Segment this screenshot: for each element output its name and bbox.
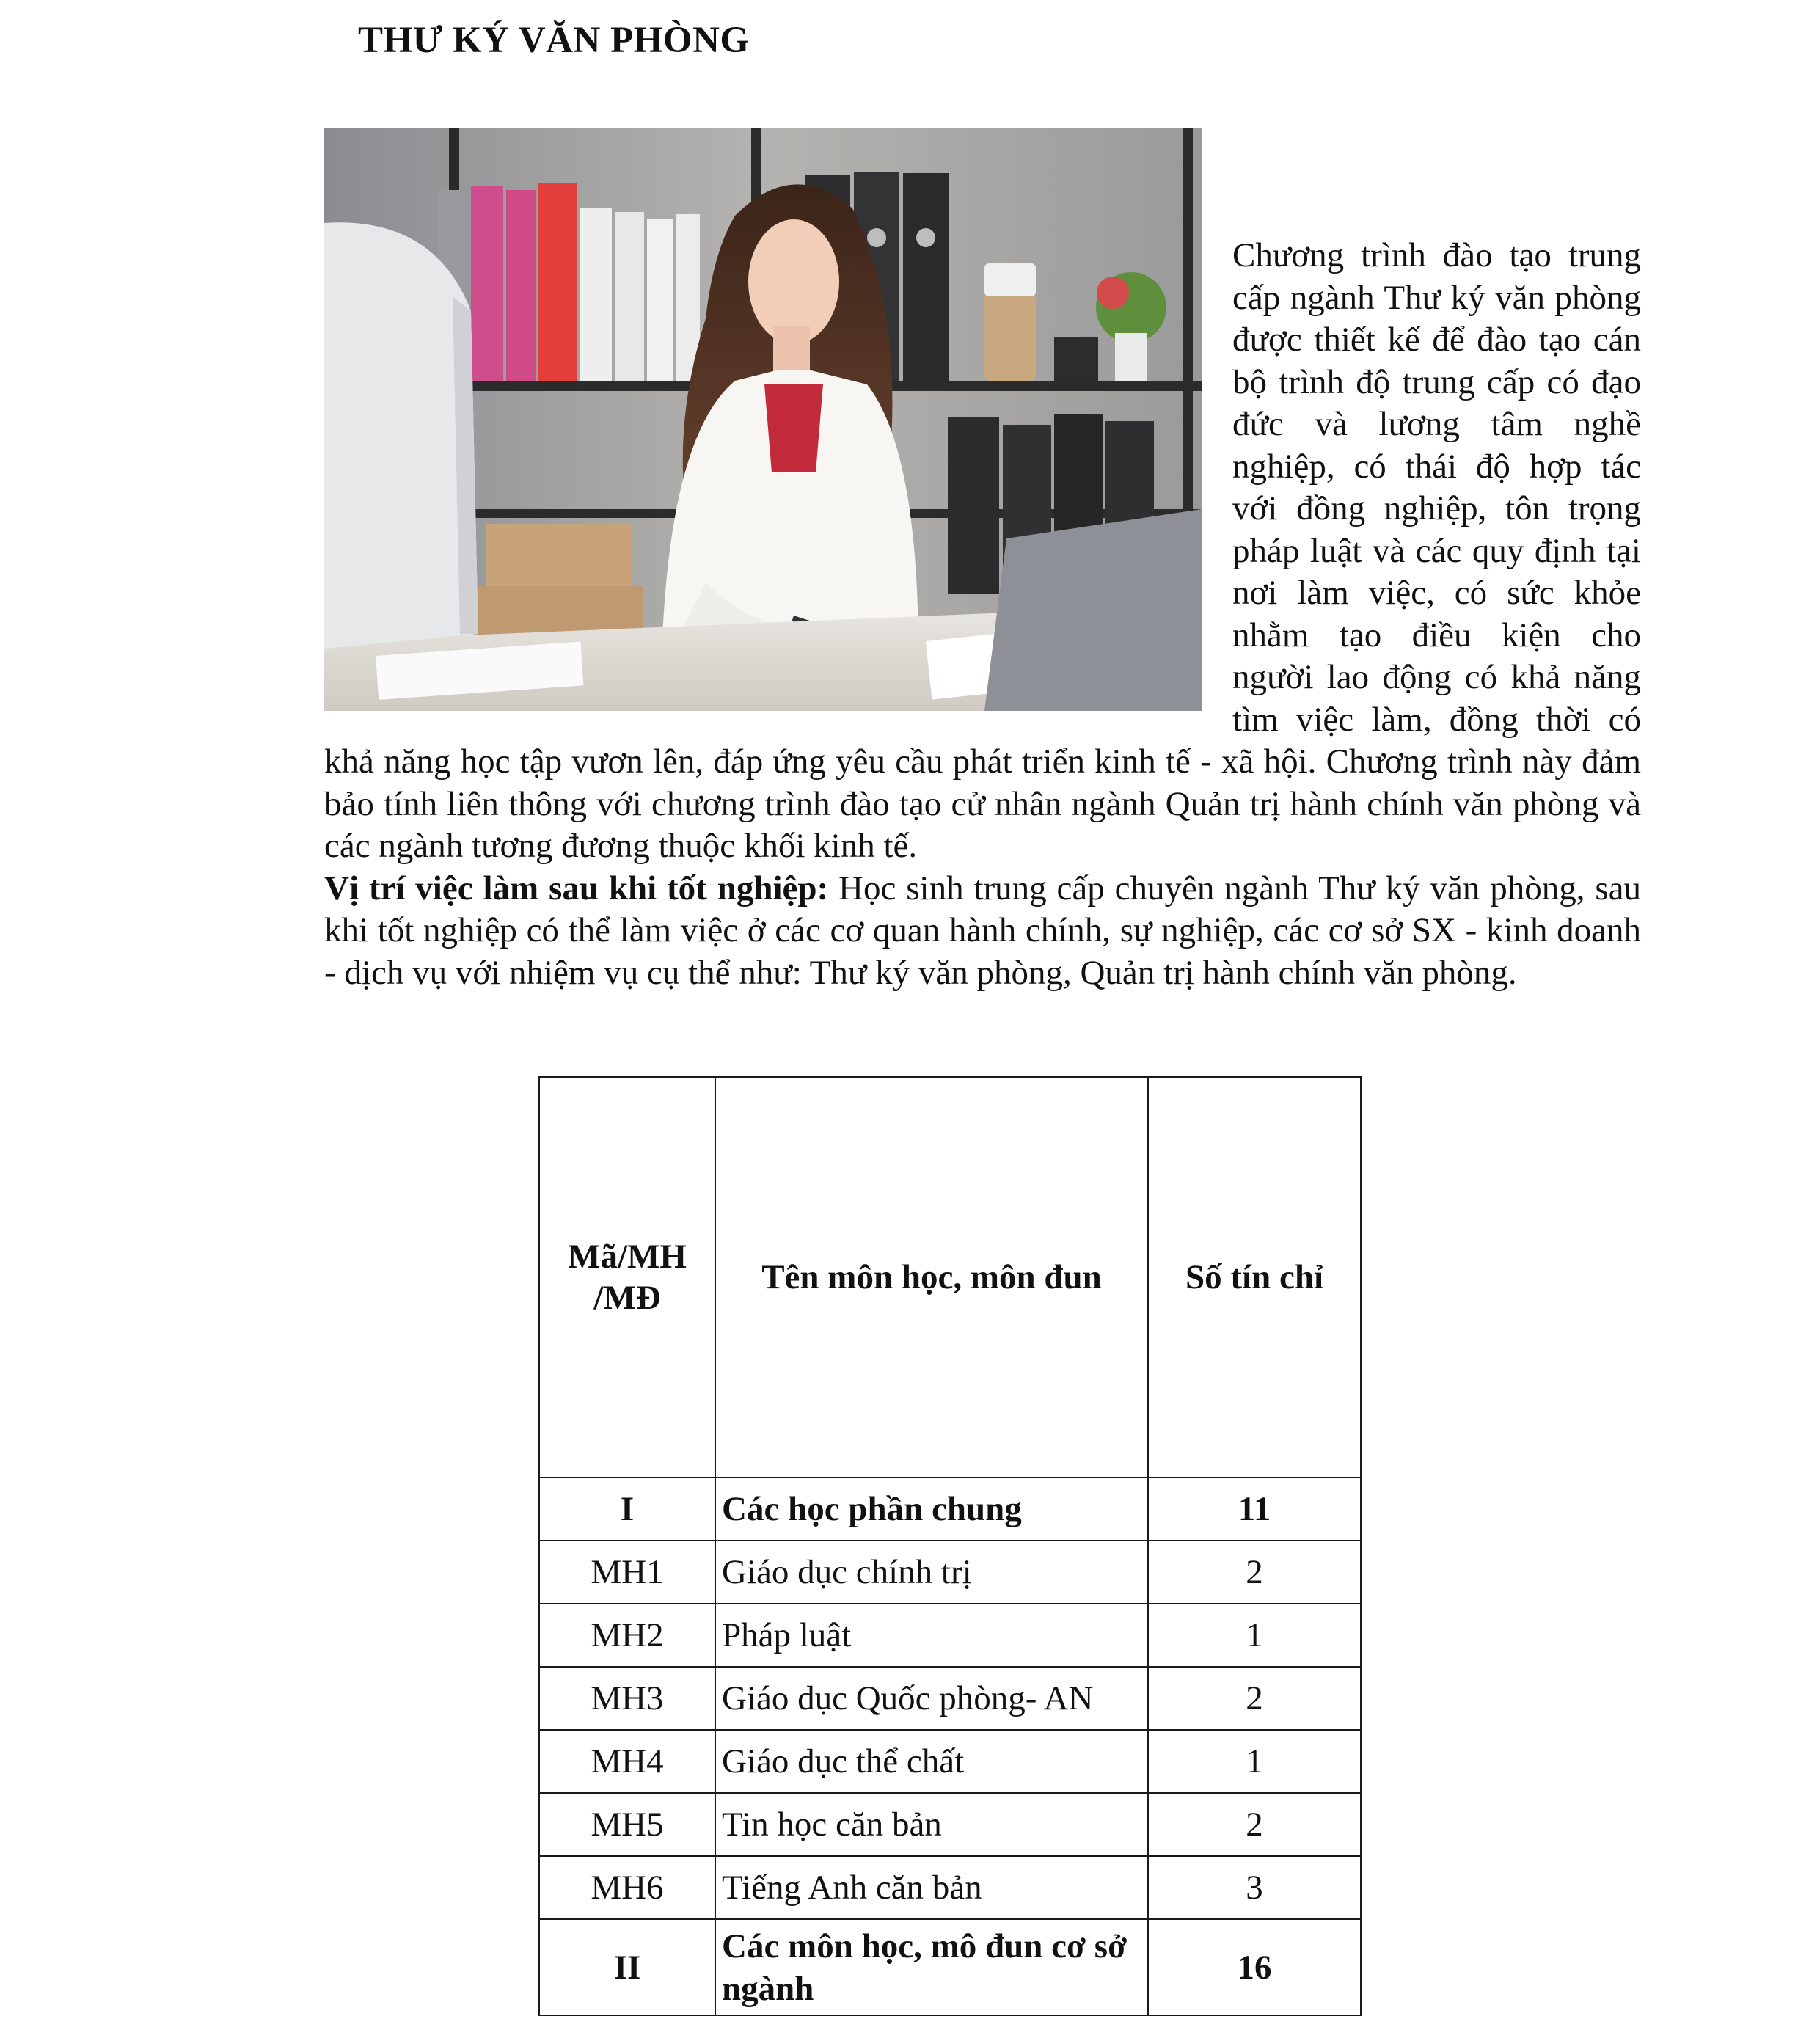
row-code: MH3 [539, 1667, 715, 1730]
row-credits: 11 [1148, 1478, 1361, 1541]
row-credits: 16 [1148, 1919, 1361, 2015]
row-name: Các môn học, mô đun cơ sở ngành [715, 1919, 1148, 2015]
table-row [539, 1730, 1361, 1793]
table-row [539, 1919, 1361, 2015]
table-header-row [539, 1077, 1361, 1478]
header-credits: Số tín chỉ [1148, 1077, 1361, 1478]
row-credits: 1 [1148, 1730, 1361, 1793]
row-code: MH5 [539, 1793, 715, 1856]
curriculum-table [538, 1076, 1362, 2016]
header-code: Mã/MH /MĐ [539, 1077, 715, 1478]
jobs-paragraph [324, 868, 1641, 995]
row-code: II [539, 1919, 715, 2015]
row-name: Giáo dục Quốc phòng- AN [715, 1667, 1148, 1730]
row-credits: 2 [1148, 1667, 1361, 1730]
row-name: Giáo dục thể chất [715, 1730, 1148, 1793]
table-row [539, 1793, 1361, 1856]
intro-paragraph: Chương trình đào tạo trung cấp ngành Thư ký văn phòng được thiết kế để đào tạo cán bộ trình độ trung cấp có đạo đức và lương tâm nghề nghiệp, có thái độ hợp tác với đồng nghiệp, tôn trọng pháp luật và các quy định tại nơi làm việc, có sức khỏe nhằm tạo điều kiện cho người lao động có khả năng tìm việc làm, đồng thời có khả năng học tập vươn lên, đáp ứng yêu cầu phát triển kinh tế - xã hội. Chương trình này đảm bảo tính liên thông với chương trình đào tạo cử nhân ngành Quản trị hành chính văn phòng và các ngành tương đương thuộc khối kinh tế. [324, 236, 1641, 865]
row-credits: 2 [1148, 1793, 1361, 1856]
table-row [539, 1478, 1361, 1541]
row-code: MH1 [539, 1541, 715, 1604]
jobs-label: Vị trí việc làm sau khi tốt nghiệp: [324, 869, 829, 907]
row-name: Tiếng Anh căn bản [715, 1856, 1148, 1919]
office-secretary-photo [324, 128, 1202, 711]
header-name: Tên môn học, môn đun [715, 1077, 1148, 1478]
row-name: Tin học căn bản [715, 1793, 1148, 1856]
table-row [539, 1604, 1361, 1667]
table-row [539, 1541, 1361, 1604]
row-code: MH6 [539, 1856, 715, 1919]
red-top [764, 384, 823, 472]
monitor [324, 222, 478, 649]
table-row [539, 1856, 1361, 1919]
laptop [984, 509, 1202, 711]
face [748, 219, 839, 344]
row-credits: 3 [1148, 1856, 1361, 1919]
row-code: MH4 [539, 1730, 715, 1793]
neck [773, 326, 810, 377]
row-credits: 2 [1148, 1541, 1361, 1604]
intro-section [324, 235, 1641, 994]
page-title: THƯ KÝ VĂN PHÒNG [358, 20, 750, 61]
row-credits: 1 [1148, 1604, 1361, 1667]
row-code: I [539, 1478, 715, 1541]
row-name: Các học phần chung [715, 1478, 1148, 1541]
table-row [539, 1667, 1361, 1730]
row-name: Giáo dục chính trị [715, 1541, 1148, 1604]
row-code: MH2 [539, 1604, 715, 1667]
jobs-text: Học sinh trung cấp chuyên ngành Thư ký văn phòng, sau khi tốt nghiệp có thể làm việc ở các cơ quan hành chính, sự nghiệp, các cơ sở SX - kinh doanh - dịch vụ với nhiệm vụ cụ thể như: Thư ký văn phòng, Quản trị hành chính văn phòng. [324, 869, 1641, 992]
row-name: Pháp luật [715, 1604, 1148, 1667]
